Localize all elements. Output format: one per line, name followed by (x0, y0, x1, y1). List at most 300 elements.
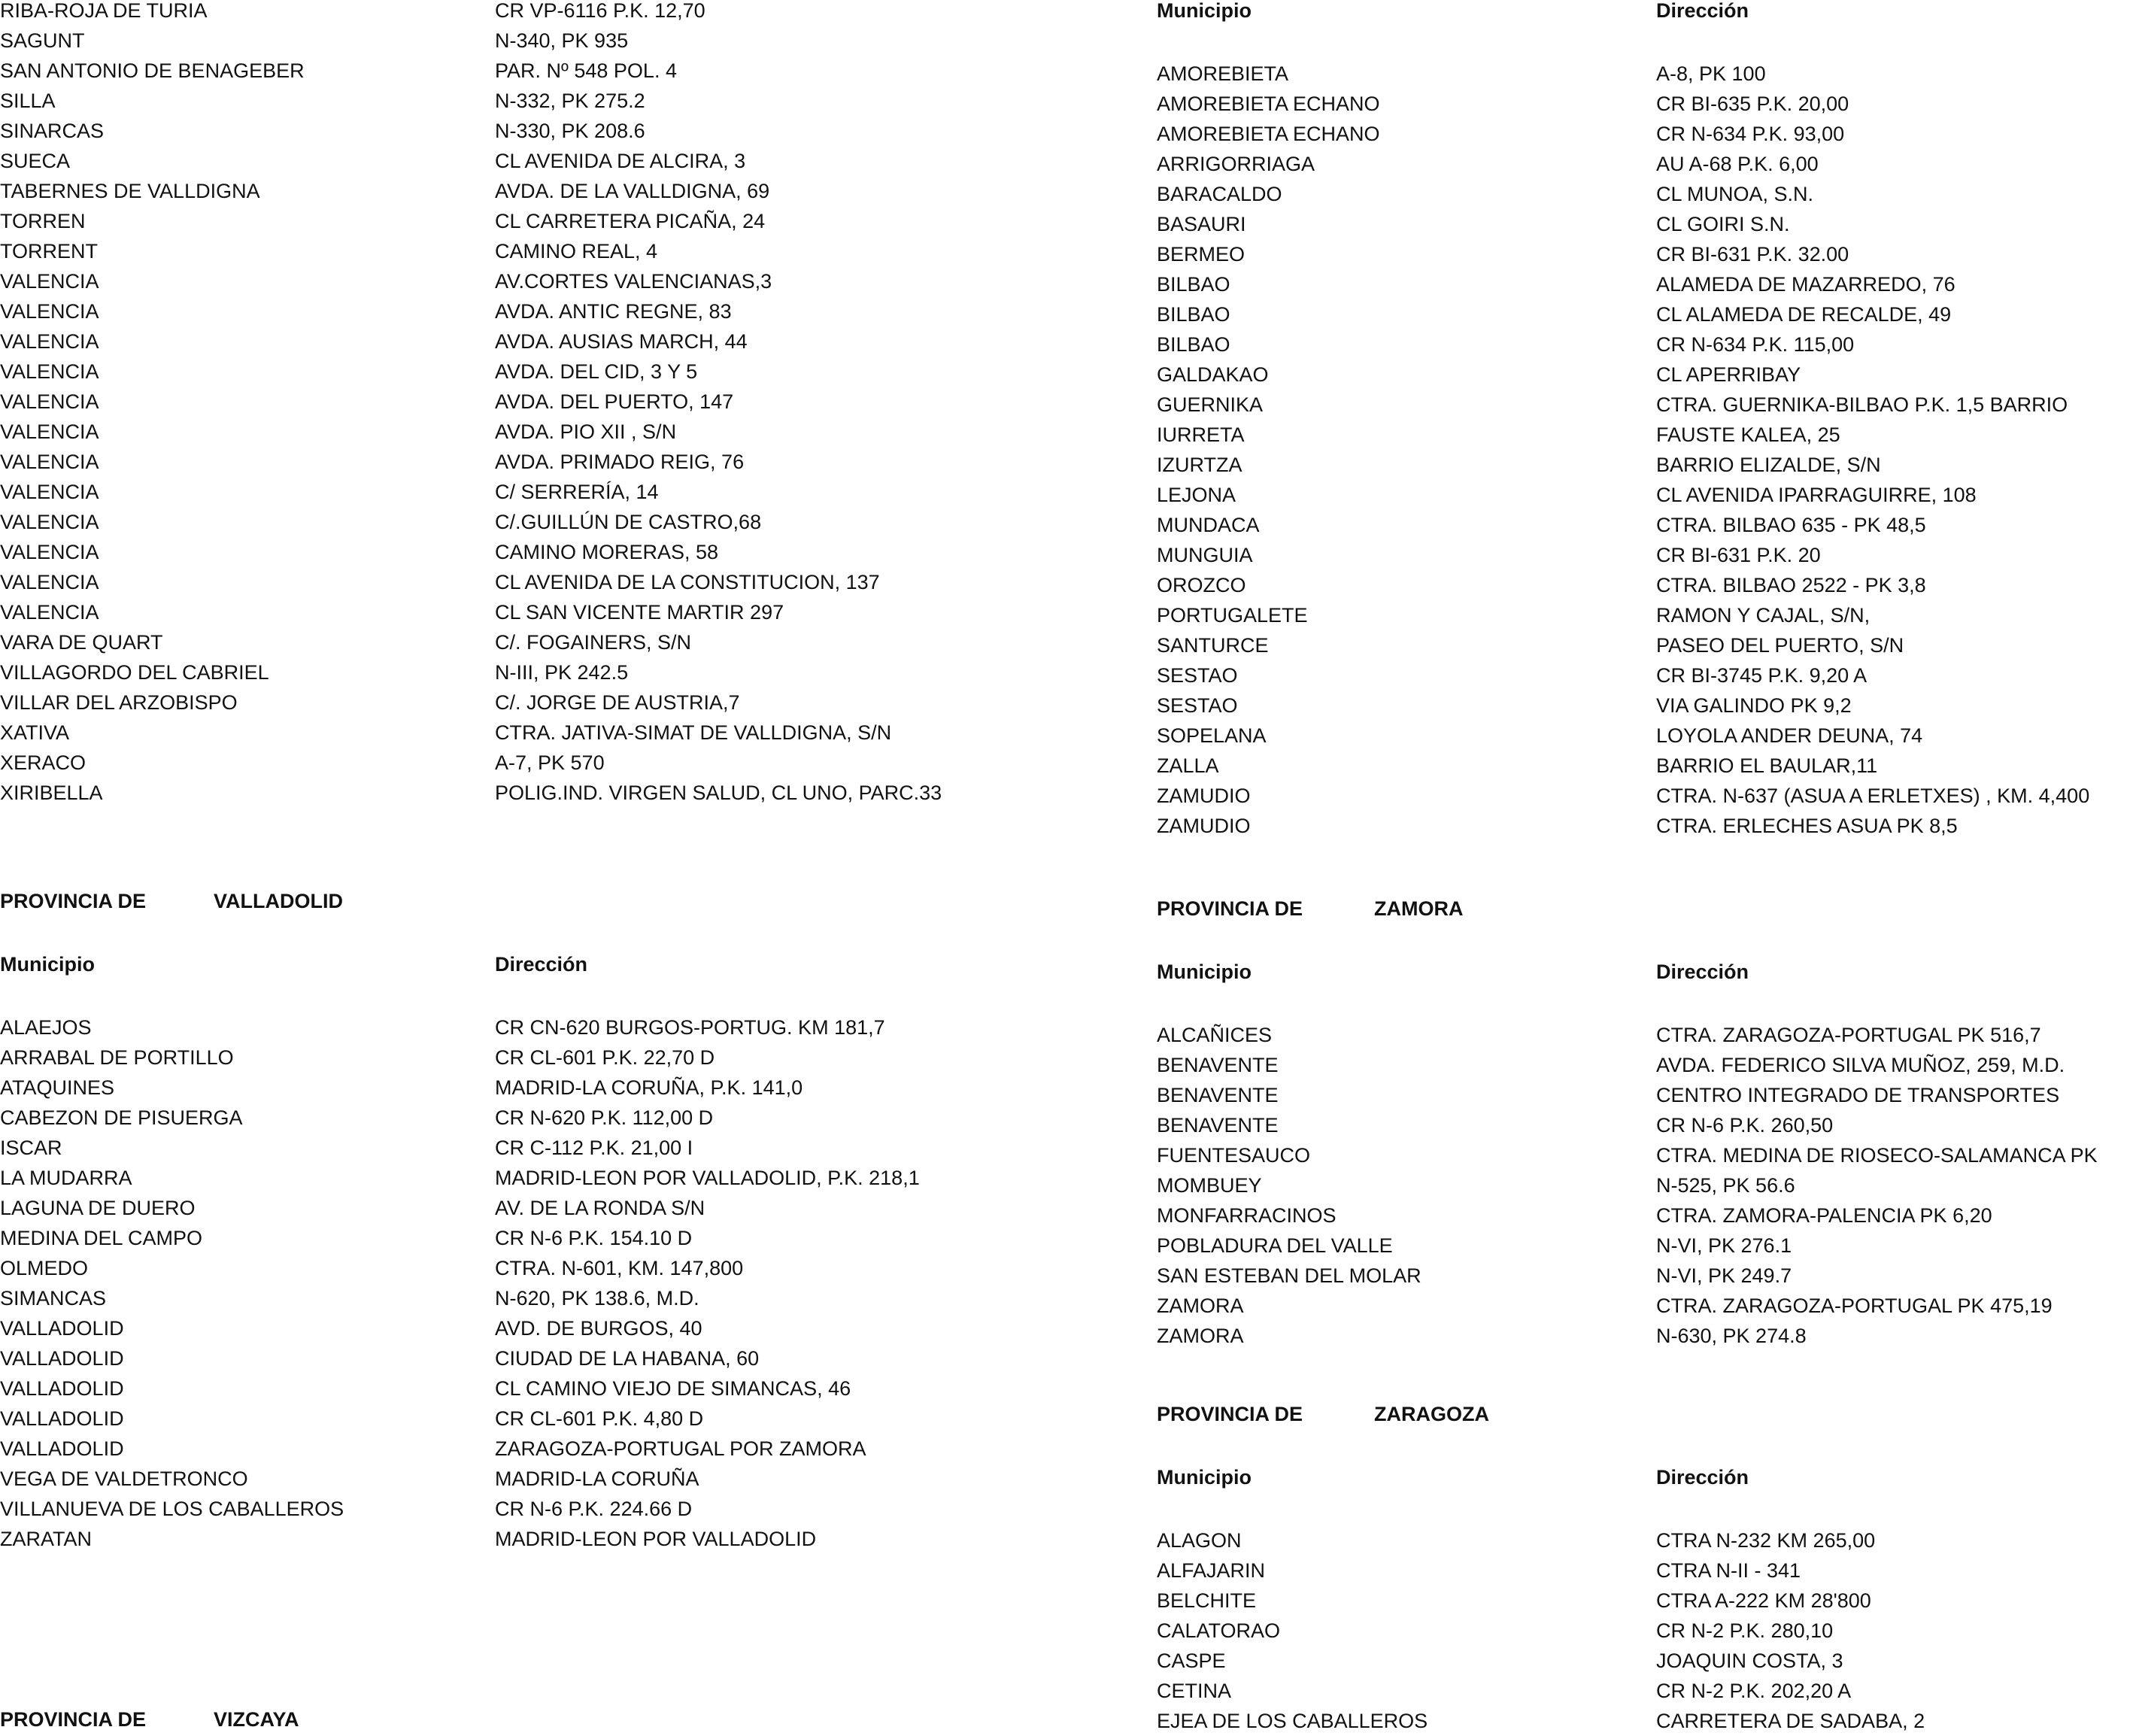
table-row (0, 326, 1053, 357)
municipio-cell: VALENCIA (0, 360, 99, 383)
direccion-cell: CR BI-3745 P.K. 9,20 A (1656, 664, 1868, 687)
municipio-cell: GALDAKAO (1157, 363, 1269, 386)
direccion-cell: POLIG.IND. VIRGEN SALUD, CL UNO, PARC.33 (495, 782, 942, 804)
table-row (0, 116, 1053, 146)
municipio-cell: EJEA DE LOS CABALLEROS (1157, 1710, 1428, 1732)
municipio-cell: VALENCIA (0, 571, 99, 593)
direccion-cell: A-7, PK 570 (495, 751, 605, 774)
table-row (1157, 360, 2133, 390)
direccion-cell: CL AVENIDA DE LA CONSTITUCION, 137 (495, 571, 880, 593)
direccion-cell: AU A-68 P.K. 6,00 (1656, 153, 1819, 175)
table-row (0, 0, 1053, 26)
table-row (1157, 1555, 2133, 1586)
table-row (1157, 1676, 2133, 1706)
direccion-cell: AVDA. ANTIC REGNE, 83 (495, 300, 732, 323)
direccion-cell: CENTRO INTEGRADO DE TRANSPORTES (1656, 1084, 2060, 1106)
direccion-cell: LOYOLA ANDER DEUNA, 74 (1656, 724, 1923, 747)
municipio-cell: SAN ANTONIO DE BENAGEBER (0, 59, 305, 82)
table-row (1157, 450, 2133, 480)
direccion-cell: CL APERRIBAY (1656, 363, 1801, 386)
direccion-cell: CR N-6 P.K. 224.66 D (495, 1498, 693, 1520)
table-row (0, 657, 1053, 687)
direccion-header: Dirección (1656, 961, 1749, 983)
province-name: ZARAGOZA (1374, 1403, 1489, 1425)
municipio-cell: ISCAR (0, 1137, 62, 1159)
province-name: VALLADOLID (214, 890, 343, 912)
direccion-cell: CR N-2 P.K. 280,10 (1656, 1619, 1834, 1642)
direccion-cell: AVDA. DEL PUERTO, 147 (495, 390, 734, 413)
direccion-cell: C/.GUILLÚN DE CASTRO,68 (495, 511, 762, 533)
table-row (0, 1494, 1053, 1524)
table-row (0, 387, 1053, 417)
table-row (0, 687, 1053, 718)
direccion-cell: CR CL-601 P.K. 22,70 D (495, 1046, 715, 1069)
table-row (1157, 1231, 2133, 1261)
municipio-cell: ALAEJOS (0, 1016, 92, 1039)
table-row (0, 296, 1053, 326)
table-row (0, 1103, 1053, 1133)
municipio-cell: BILBAO (1157, 273, 1230, 296)
table-row (0, 1404, 1053, 1434)
direccion-cell: CL GOIRI S.N. (1656, 213, 1790, 235)
zamora-table-header (1157, 957, 2133, 987)
direccion-cell: BARRIO ELIZALDE, S/N (1656, 454, 1881, 476)
municipio-cell: VARA DE QUART (0, 631, 163, 654)
municipio-cell: RIBA-ROJA DE TURIA (0, 0, 208, 22)
direccion-cell: CTRA. N-637 (ASUA A ERLETXES) , KM. 4,400 (1656, 785, 2090, 807)
table-row (0, 778, 1053, 808)
municipio-cell: ZALLA (1157, 754, 1219, 777)
table-row (0, 718, 1053, 748)
municipio-cell: VALENCIA (0, 270, 99, 293)
direccion-cell: CIUDAD DE LA HABANA, 60 (495, 1347, 760, 1370)
municipio-cell: BENAVENTE (1157, 1084, 1279, 1106)
municipio-cell: VALENCIA (0, 511, 99, 533)
direccion-cell: N-VI, PK 276.1 (1656, 1234, 1792, 1257)
table-row (0, 1373, 1053, 1404)
municipio-cell: VALLADOLID (0, 1437, 124, 1460)
municipio-cell: MOMBUEY (1157, 1174, 1262, 1197)
municipio-cell: XIRIBELLA (0, 782, 103, 804)
municipio-cell: VALLADOLID (0, 1407, 124, 1430)
table-row (0, 1524, 1053, 1554)
municipio-cell: SANTURCE (1157, 634, 1269, 657)
table-row (1157, 299, 2133, 329)
direccion-cell: AVDA. PIO XII , S/N (495, 420, 677, 443)
municipio-cell: VALENCIA (0, 481, 99, 503)
province-heading (0, 886, 1053, 916)
municipio-cell: OROZCO (1157, 574, 1246, 596)
valladolid-table-header (0, 949, 1053, 979)
direccion-cell: C/ SERRERÍA, 14 (495, 481, 659, 503)
province-heading (0, 1704, 1053, 1734)
direccion-cell: N-330, PK 208.6 (495, 120, 645, 142)
province-name: VIZCAYA (214, 1708, 299, 1731)
table-row (1157, 1200, 2133, 1231)
province-heading (1157, 894, 2133, 924)
table-row (1157, 1080, 2133, 1110)
direccion-cell: N-III, PK 242.5 (495, 661, 629, 684)
table-row (1157, 149, 2133, 179)
direccion-cell: CR C-112 P.K. 21,00 I (495, 1137, 693, 1159)
municipio-cell: LA MUDARRA (0, 1167, 132, 1189)
table-row (1157, 1110, 2133, 1140)
municipio-cell: BASAURI (1157, 213, 1246, 235)
direccion-cell: CR N-620 P.K. 112,00 D (495, 1106, 714, 1129)
municipio-cell: VILLAR DEL ARZOBISPO (0, 691, 238, 714)
direccion-cell: PAR. Nº 548 POL. 4 (495, 59, 677, 82)
municipio-cell: VALENCIA (0, 451, 99, 473)
table-row (1157, 390, 2133, 420)
municipio-cell: AMOREBIETA (1157, 62, 1289, 85)
municipio-cell: ZARATAN (0, 1528, 93, 1550)
direccion-cell: CL CAMINO VIEJO DE SIMANCAS, 46 (495, 1377, 851, 1400)
table-row (0, 748, 1053, 778)
municipio-cell: ARRIGORRIAGA (1157, 153, 1315, 175)
table-row (1157, 1020, 2133, 1050)
municipio-cell: SILLA (0, 90, 56, 112)
municipio-cell: CASPE (1157, 1650, 1226, 1672)
table-row (1157, 179, 2133, 209)
municipio-cell: CALATORAO (1157, 1619, 1281, 1642)
direccion-header: Dirección (1656, 0, 1749, 22)
table-row (1157, 540, 2133, 570)
municipio-cell: PORTUGALETE (1157, 604, 1308, 627)
direccion-cell: CR N-6 P.K. 260,50 (1656, 1114, 1834, 1137)
municipio-cell: IZURTZA (1157, 454, 1242, 476)
direccion-cell: C/. FOGAINERS, S/N (495, 631, 692, 654)
vizcaya-heading (0, 1704, 1053, 1734)
direccion-cell: FAUSTE KALEA, 25 (1656, 423, 1840, 446)
table-row (1157, 1321, 2133, 1351)
direccion-cell: MADRID-LA CORUÑA (495, 1467, 699, 1490)
table-row (1157, 751, 2133, 781)
table-row (0, 597, 1053, 627)
municipio-cell: BARACALDO (1157, 183, 1282, 205)
direccion-cell: AVDA. PRIMADO REIG, 76 (495, 451, 745, 473)
direccion-cell: CR N-634 P.K. 93,00 (1656, 123, 1845, 145)
municipio-cell: BILBAO (1157, 333, 1230, 356)
table-row (1157, 209, 2133, 239)
direccion-cell: CTRA A-222 KM 28'800 (1656, 1589, 1871, 1612)
table-row (1157, 1170, 2133, 1200)
direccion-cell: N-525, PK 56.6 (1656, 1174, 1795, 1197)
direccion-cell: N-VI, PK 249.7 (1656, 1264, 1792, 1287)
municipio-cell: IURRETA (1157, 423, 1245, 446)
direccion-cell: MADRID-LEON POR VALLADOLID, P.K. 218,1 (495, 1167, 920, 1189)
table-row (0, 146, 1053, 176)
municipio-cell: VALENCIA (0, 601, 99, 624)
direccion-cell: VIA GALINDO PK 9,2 (1656, 694, 1852, 717)
direccion-header: Dirección (1656, 1466, 1749, 1489)
table-row (1157, 721, 2133, 751)
zamora-section (1157, 894, 2133, 924)
municipio-cell: MUNGUIA (1157, 544, 1253, 566)
direccion-cell: CAMINO MORERAS, 58 (495, 541, 719, 563)
direccion-cell: AVDA. DE LA VALLDIGNA, 69 (495, 180, 770, 202)
valencia-continued-list (0, 0, 1053, 808)
direccion-cell: CTRA N-232 KM 265,00 (1656, 1529, 1876, 1552)
direccion-cell: CR N-634 P.K. 115,00 (1656, 333, 1855, 356)
direccion-cell: CL ALAMEDA DE RECALDE, 49 (1656, 303, 1952, 326)
direccion-header: Dirección (495, 953, 588, 976)
table-row (1157, 239, 2133, 269)
direccion-cell: CAMINO REAL, 4 (495, 240, 658, 263)
table-row (1157, 269, 2133, 299)
table-row (1157, 1586, 2133, 1616)
direccion-cell: N-620, PK 138.6, M.D. (495, 1287, 699, 1310)
vizcaya-table-header (1157, 0, 2133, 26)
direccion-cell: CTRA. BILBAO 2522 - PK 3,8 (1656, 574, 1926, 596)
table-row (1157, 811, 2133, 841)
municipio-cell: SAN ESTEBAN DEL MOLAR (1157, 1264, 1421, 1287)
municipio-cell: ZAMUDIO (1157, 815, 1251, 837)
table-row (0, 477, 1053, 507)
zaragoza-list (1157, 1525, 2133, 1736)
direccion-cell: CTRA. MEDINA DE RIOSECO-SALAMANCA PK (1656, 1144, 2098, 1167)
province-label: PROVINCIA DE (1157, 1403, 1303, 1425)
table-row (1157, 1140, 2133, 1170)
direccion-cell: CTRA. ERLECHES ASUA PK 8,5 (1656, 815, 1958, 837)
direccion-cell: PASEO DEL PUERTO, S/N (1656, 634, 1904, 657)
direccion-cell: CTRA. ZAMORA-PALENCIA PK 6,20 (1656, 1204, 1992, 1227)
municipio-cell: ALFAJARIN (1157, 1559, 1266, 1582)
municipio-cell: VALLADOLID (0, 1377, 124, 1400)
direccion-cell: CL MUNOA, S.N. (1656, 183, 1814, 205)
municipio-cell: VILLAGORDO DEL CABRIEL (0, 661, 269, 684)
municipio-cell: ATAQUINES (0, 1076, 115, 1099)
municipio-header: Municipio (1157, 961, 1252, 983)
municipio-cell: CABEZON DE PISUERGA (0, 1106, 243, 1129)
direccion-cell: AVDA. FEDERICO SILVA MUÑOZ, 259, M.D. (1656, 1054, 2065, 1076)
table-row (1157, 1616, 2133, 1646)
direccion-cell: CL AVENIDA IPARRAGUIRRE, 108 (1656, 484, 1977, 506)
municipio-cell: VALENCIA (0, 330, 99, 353)
municipio-cell: OLMEDO (0, 1257, 89, 1279)
column-headers (1157, 0, 2133, 26)
direccion-cell: CTRA. ZARAGOZA-PORTUGAL PK 516,7 (1656, 1024, 2041, 1046)
direccion-cell: N-340, PK 935 (495, 29, 629, 52)
municipio-cell: VALENCIA (0, 420, 99, 443)
municipio-cell: ALCAÑICES (1157, 1024, 1273, 1046)
zaragoza-section (1157, 1399, 2133, 1429)
table-row (1157, 781, 2133, 811)
table-row (1157, 119, 2133, 149)
table-row (0, 1464, 1053, 1494)
direccion-cell: CR BI-631 P.K. 20 (1656, 544, 1821, 566)
column-headers (1157, 957, 2133, 987)
municipio-cell: VALLADOLID (0, 1347, 124, 1370)
table-row (0, 357, 1053, 387)
table-row (0, 206, 1053, 236)
municipio-header: Municipio (1157, 1466, 1252, 1489)
municipio-cell: BENAVENTE (1157, 1054, 1279, 1076)
table-row (0, 1313, 1053, 1343)
municipio-cell: BELCHITE (1157, 1589, 1257, 1612)
table-row (0, 507, 1053, 537)
table-row (0, 1012, 1053, 1043)
municipio-cell: ZAMORA (1157, 1325, 1244, 1347)
valladolid-list (0, 1012, 1053, 1554)
table-row (0, 1163, 1053, 1193)
direccion-cell: A-8, PK 100 (1656, 62, 1766, 85)
column-headers (0, 949, 1053, 979)
direccion-cell: CTRA. N-601, KM. 147,800 (495, 1257, 744, 1279)
table-row (0, 1283, 1053, 1313)
municipio-cell: TABERNES DE VALLDIGNA (0, 180, 260, 202)
municipio-cell: ZAMORA (1157, 1294, 1244, 1317)
table-row (1157, 1050, 2133, 1080)
table-row (0, 236, 1053, 266)
direccion-cell: MADRID-LA CORUÑA, P.K. 141,0 (495, 1076, 803, 1099)
municipio-cell: POBLADURA DEL VALLE (1157, 1234, 1393, 1257)
direccion-cell: CR CN-620 BURGOS-PORTUG. KM 181,7 (495, 1016, 885, 1039)
municipio-cell: BILBAO (1157, 303, 1230, 326)
municipio-cell: ALAGON (1157, 1529, 1242, 1552)
municipio-cell: SAGUNT (0, 29, 85, 52)
municipio-cell: MEDINA DEL CAMPO (0, 1227, 203, 1249)
direccion-cell: CARRETERA DE SADABA, 2 (1656, 1710, 1925, 1732)
direccion-cell: CTRA. GUERNIKA-BILBAO P.K. 1,5 BARRIO (1656, 393, 2068, 416)
table-row (0, 1253, 1053, 1283)
table-row (0, 176, 1053, 206)
municipio-cell: LAGUNA DE DUERO (0, 1197, 196, 1219)
municipio-cell: SESTAO (1157, 664, 1238, 687)
table-row (1157, 630, 2133, 660)
direccion-cell: AVDA. DEL CID, 3 Y 5 (495, 360, 698, 383)
direccion-cell: MADRID-LEON POR VALLADOLID (495, 1528, 817, 1550)
municipio-cell: FUENTESAUCO (1157, 1144, 1311, 1167)
table-row (0, 1223, 1053, 1253)
municipio-cell: SIMANCAS (0, 1287, 107, 1310)
table-row (0, 627, 1053, 657)
direccion-cell: RAMON Y CAJAL, S/N, (1656, 604, 1871, 627)
municipio-cell: SESTAO (1157, 694, 1238, 717)
municipio-cell: AMOREBIETA ECHANO (1157, 93, 1380, 115)
direccion-cell: CR CL-601 P.K. 4,80 D (495, 1407, 704, 1430)
direccion-cell: CL AVENIDA DE ALCIRA, 3 (495, 150, 746, 172)
municipio-cell: XERACO (0, 751, 86, 774)
municipio-cell: SOPELANA (1157, 724, 1267, 747)
direccion-cell: AV. DE LA RONDA S/N (495, 1197, 705, 1219)
direccion-cell: CR N-6 P.K. 154.10 D (495, 1227, 693, 1249)
direccion-cell: ZARAGOZA-PORTUGAL POR ZAMORA (495, 1437, 866, 1460)
municipio-cell: GUERNIKA (1157, 393, 1264, 416)
municipio-cell: VALENCIA (0, 300, 99, 323)
direccion-cell: CR BI-631 P.K. 32.00 (1656, 243, 1849, 266)
municipio-cell: TORRENT (0, 240, 99, 263)
municipio-cell: MONFARRACINOS (1157, 1204, 1337, 1227)
table-row (1157, 420, 2133, 450)
table-row (1157, 59, 2133, 89)
municipio-cell: AMOREBIETA ECHANO (1157, 123, 1380, 145)
table-row (1157, 89, 2133, 119)
municipio-cell: ARRABAL DE PORTILLO (0, 1046, 234, 1069)
table-row (1157, 1706, 2133, 1736)
direccion-cell: ALAMEDA DE MAZARREDO, 76 (1656, 273, 1956, 296)
table-row (1157, 600, 2133, 630)
valladolid-section (0, 886, 1053, 916)
province-label: PROVINCIA DE (1157, 897, 1303, 920)
municipio-cell: VALENCIA (0, 390, 99, 413)
direccion-cell: N-630, PK 274.8 (1656, 1325, 1807, 1347)
direccion-cell: CR N-2 P.K. 202,20 A (1656, 1680, 1852, 1702)
direccion-cell: AVDA. AUSIAS MARCH, 44 (495, 330, 748, 353)
table-row (0, 1043, 1053, 1073)
table-row (1157, 1525, 2133, 1555)
municipio-cell: SINARCAS (0, 120, 105, 142)
table-row (0, 537, 1053, 567)
table-row (1157, 660, 2133, 690)
direccion-cell: CTRA. ZARAGOZA-PORTUGAL PK 475,19 (1656, 1294, 2053, 1317)
direccion-cell: CTRA N-II - 341 (1656, 1559, 1801, 1582)
zaragoza-table-header (1157, 1462, 2133, 1492)
direccion-cell: CTRA. JATIVA-SIMAT DE VALLDIGNA, S/N (495, 721, 892, 744)
table-row (1157, 570, 2133, 600)
province-label: PROVINCIA DE (0, 890, 147, 912)
municipio-cell: XATIVA (0, 721, 70, 744)
vizcaya-list (1157, 59, 2133, 841)
municipio-header: Municipio (0, 953, 95, 976)
municipio-header: Municipio (1157, 0, 1252, 22)
table-row (1157, 1646, 2133, 1676)
table-row (0, 417, 1053, 447)
direccion-cell: BARRIO EL BAULAR,11 (1656, 754, 1878, 777)
table-row (0, 266, 1053, 296)
table-row (0, 567, 1053, 597)
municipio-cell: TORREN (0, 210, 86, 232)
municipio-cell: MUNDACA (1157, 514, 1260, 536)
municipio-cell: VALLADOLID (0, 1317, 124, 1340)
direccion-cell: CTRA. BILBAO 635 - PK 48,5 (1656, 514, 1926, 536)
direccion-cell: CL CARRETERA PICAÑA, 24 (495, 210, 766, 232)
table-row (0, 26, 1053, 56)
direccion-cell: AVD. DE BURGOS, 40 (495, 1317, 702, 1340)
municipio-cell: VEGA DE VALDETRONCO (0, 1467, 248, 1490)
table-row (0, 1193, 1053, 1223)
table-row (0, 1073, 1053, 1103)
direccion-cell: CR VP-6116 P.K. 12,70 (495, 0, 705, 22)
table-row (1157, 480, 2133, 510)
municipio-cell: VILLANUEVA DE LOS CABALLEROS (0, 1498, 344, 1520)
table-row (1157, 690, 2133, 721)
table-row (0, 1343, 1053, 1373)
column-headers (1157, 1462, 2133, 1492)
direccion-cell: CR BI-635 P.K. 20,00 (1656, 93, 1849, 115)
direccion-cell: N-332, PK 275.2 (495, 90, 645, 112)
municipio-cell: LEJONA (1157, 484, 1236, 506)
municipio-cell: VALENCIA (0, 541, 99, 563)
table-row (0, 86, 1053, 116)
table-row (1157, 329, 2133, 360)
municipio-cell: ZAMUDIO (1157, 785, 1251, 807)
direccion-cell: JOAQUIN COSTA, 3 (1656, 1650, 1843, 1672)
province-heading (1157, 1399, 2133, 1429)
municipio-cell: CETINA (1157, 1680, 1232, 1702)
province-name: ZAMORA (1374, 897, 1464, 920)
table-row (0, 1133, 1053, 1163)
table-row (1157, 1261, 2133, 1291)
direccion-cell: CL SAN VICENTE MARTIR 297 (495, 601, 784, 624)
table-row (0, 1434, 1053, 1464)
direccion-cell: AV.CORTES VALENCIANAS,3 (495, 270, 772, 293)
province-label: PROVINCIA DE (0, 1708, 147, 1731)
table-row (1157, 1291, 2133, 1321)
municipio-cell: SUECA (0, 150, 71, 172)
table-row (0, 447, 1053, 477)
table-row (0, 56, 1053, 86)
zamora-list (1157, 1020, 2133, 1351)
